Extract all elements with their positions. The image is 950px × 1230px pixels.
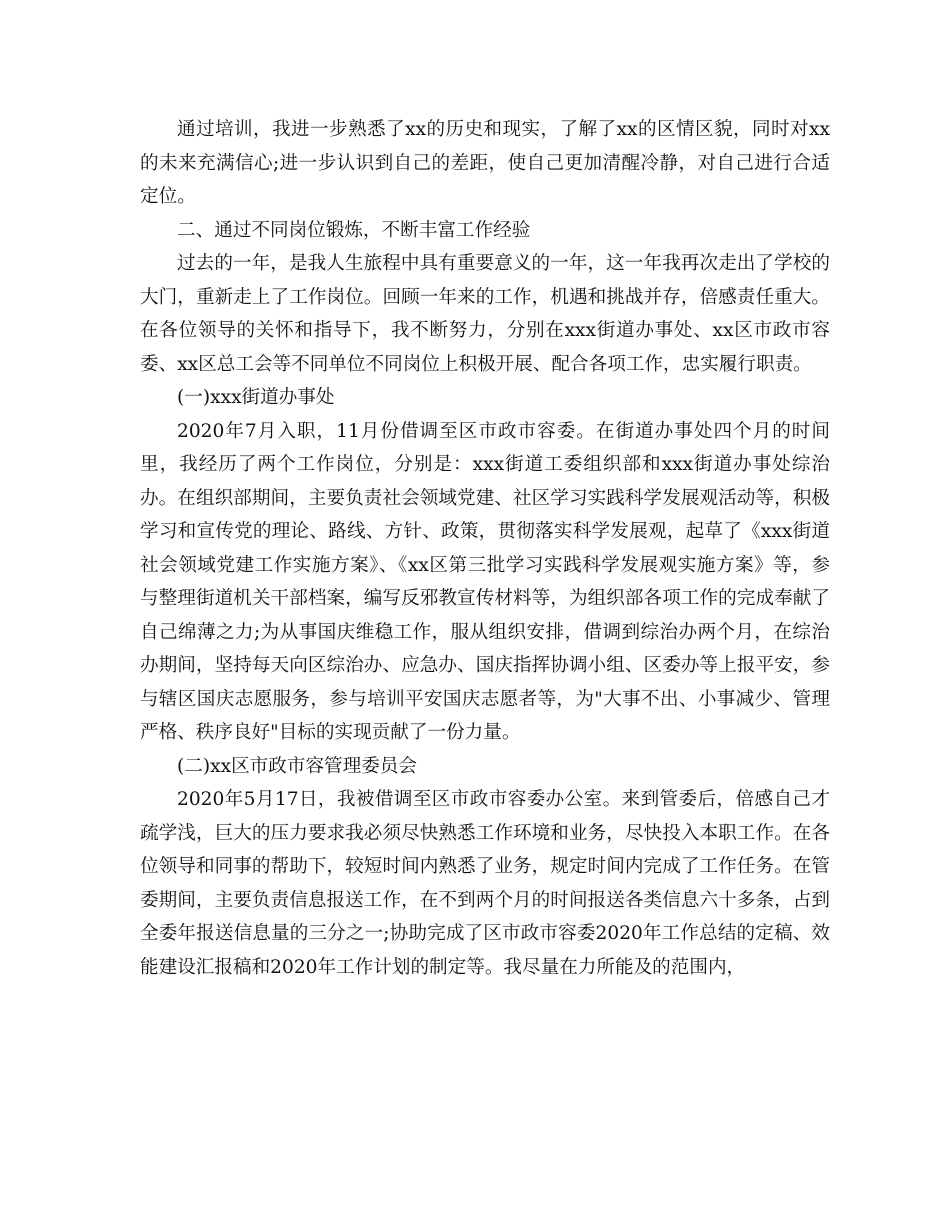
subsection-heading-2: (二)xx区市政市容管理委员会	[177, 755, 418, 777]
section-heading-2: 二、通过不同岗位锻炼，不断丰富工作经验	[177, 219, 531, 241]
document-body	[140, 113, 830, 984]
subsection-heading-1: (一)xxx街道办事处	[177, 387, 335, 408]
paragraph-municipal-committee: 2020年5月17日，我被借调至区市政市容委办公室。来到管委后，倍感自己才疏学浅，巨大的压力要求我必须尽快熟悉工作环境和业务，尽快投入本职工作。在各位领导和同事的帮助下，较短时间内熟悉了业务，规定时间内完成了工作任务。在管委期间，主要负责信息报送工作，在不到两个月的时间报送各类信息六十多条，占到全委年报送信息量的三分之一;协助完成了区市政市容委2020年工作总结的定稿、效能建设汇报稿和2020年工作计划的制定等。我尽量在力所能及的范围内，	[140, 789, 830, 978]
paragraph-past-year: 过去的一年，是我人生旅程中具有重要意义的一年，这一年我再次走出了学校的大门，重新走上了工作岗位。回顾一年来的工作，机遇和挑战并存，倍感责任重大。在各位领导的关怀和指导下，我不断努力，分别在xxx街道办事处、xx区市政市容委、xx区总工会等不同单位不同岗位上积极开展、配合各项工作，忠实履行职责。	[140, 253, 830, 375]
paragraph-training: 通过培训，我进一步熟悉了xx的历史和现实，了解了xx的区情区貌，同时对xx的未来充满信心;进一步认识到自己的差距，使自己更加清醒冷静，对自己进行合适定位。	[140, 119, 830, 207]
paragraph-street-office: 2020年7月入职，11月份借调至区市政市容委。在街道办事处四个月的时间里，我经历了两个工作岗位，分别是：xxx街道工委组织部和xxx街道办事处综治办。在组织部期间，主要负责社会领域党建、社区学习实践科学发展观活动等，积极学习和宣传党的理论、路线、方针、政策，贯彻落实科学发展观，起草了《xxx街道社会领域党建工作实施方案》、《xx区第三批学习实践科学发展观实施方案》等，参与整理街道机关干部档案，编写反邪教宣传材料等，为组织部各项工作的完成奉献了自己绵薄之力;为从事国庆维稳工作，服从组织安排，借调到综治办两个月，在综治办期间，坚持每天向区综治办、应急办、国庆指挥协调小组、区委办等上报平安，参与辖区国庆志愿服务，参与培训平安国庆志愿者等，为"大事不出、小事减少、管理严格、秩序良好"目标的实现贡献了一份力量。	[140, 420, 830, 743]
